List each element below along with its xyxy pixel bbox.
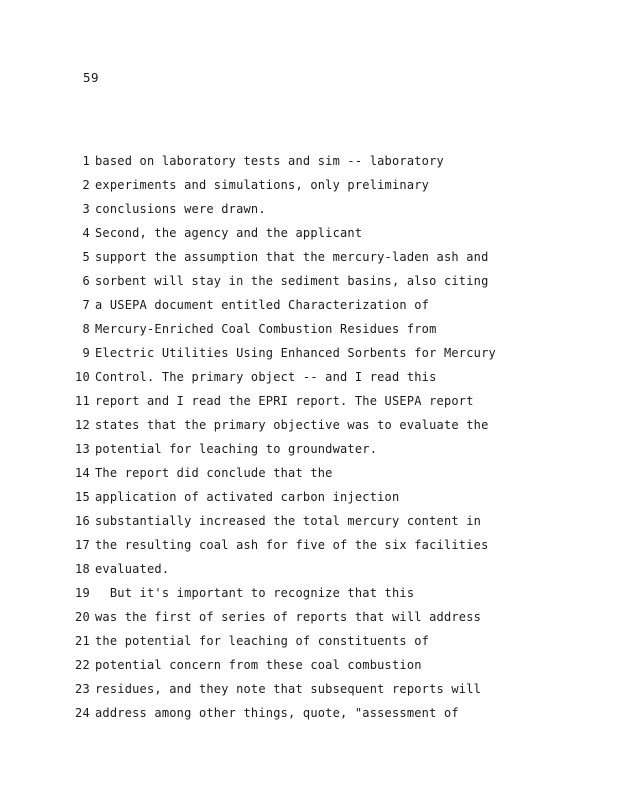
line-text: states that the primary objective was to evaluate the [95,418,489,432]
transcript-line [0,705,618,729]
transcript-line [0,537,618,561]
line-text: sorbent will stay in the sediment basins, also citing [95,274,489,288]
transcript-line [0,465,618,489]
line-number: 1 [82,154,90,168]
line-text: address among other things, quote, "assessment of [95,706,459,720]
line-number: 7 [82,298,90,312]
line-text: Control. The primary object -- and I read this [95,370,437,384]
line-text: report and I read the EPRI report. The USEPA report [95,394,474,408]
line-text: potential for leaching to groundwater. [95,442,378,456]
transcript-line [0,273,618,297]
transcript-line [0,225,618,249]
transcript-line [0,345,618,369]
line-number: 18 [74,562,90,576]
transcript-line [0,633,618,657]
transcript-line [0,153,618,177]
line-text: a USEPA document entitled Characterization of [95,298,430,312]
transcript-line [0,201,618,225]
transcript-line [0,249,618,273]
line-text: based on laboratory tests and sim -- laboratory [95,154,444,168]
line-text: Mercury-Enriched Coal Combustion Residues from [95,322,437,336]
transcript-line [0,609,618,633]
line-number: 5 [82,250,90,264]
line-text: Second, the agency and the applicant [95,226,363,240]
line-number: 12 [74,418,90,432]
line-number: 13 [74,442,90,456]
transcript-line [0,177,618,201]
line-number: 20 [74,610,90,624]
transcript-line [0,393,618,417]
line-number: 21 [74,634,90,648]
transcript-line [0,441,618,465]
line-number: 19 [74,586,90,600]
transcript-line [0,321,618,345]
transcript-body [0,153,618,729]
line-number: 3 [82,202,90,216]
line-text: substantially increased the total mercury content in [95,514,482,528]
line-text: But it's important to recognize that this [95,586,415,600]
line-text: residues, and they note that subsequent reports will [95,682,482,696]
transcript-line [0,513,618,537]
line-text: evaluated. [95,562,170,576]
line-text: the resulting coal ash for five of the six facilities [95,538,489,552]
line-text: support the assumption that the mercury-laden ash and [95,250,489,264]
transcript-line [0,417,618,441]
line-text: application of activated carbon injection [95,490,400,504]
line-text: Electric Utilities Using Enhanced Sorbents for Mercury [95,346,496,360]
line-number: 10 [74,370,90,384]
transcript-line [0,585,618,609]
line-number: 2 [82,178,90,192]
line-text: potential concern from these coal combustion [95,658,422,672]
line-number: 4 [82,226,90,240]
line-number: 9 [82,346,90,360]
transcript-line [0,657,618,681]
line-number: 11 [74,394,90,408]
transcript-line [0,561,618,585]
transcript-line [0,369,618,393]
line-number: 24 [74,706,90,720]
line-number: 16 [74,514,90,528]
line-number: 6 [82,274,90,288]
line-number: 22 [74,658,90,672]
line-text: conclusions were drawn. [95,202,266,216]
transcript-line [0,297,618,321]
line-text: the potential for leaching of constituents of [95,634,430,648]
line-text: experiments and simulations, only preliminary [95,178,430,192]
line-number: 23 [74,682,90,696]
line-number: 8 [82,322,90,336]
transcript-line [0,489,618,513]
transcript-line [0,681,618,705]
line-number: 17 [74,538,90,552]
line-number: 15 [74,490,90,504]
page-number: 59 [83,70,100,85]
line-text: was the first of series of reports that will address [95,610,482,624]
line-text: The report did conclude that the [95,466,333,480]
line-number: 14 [74,466,90,480]
